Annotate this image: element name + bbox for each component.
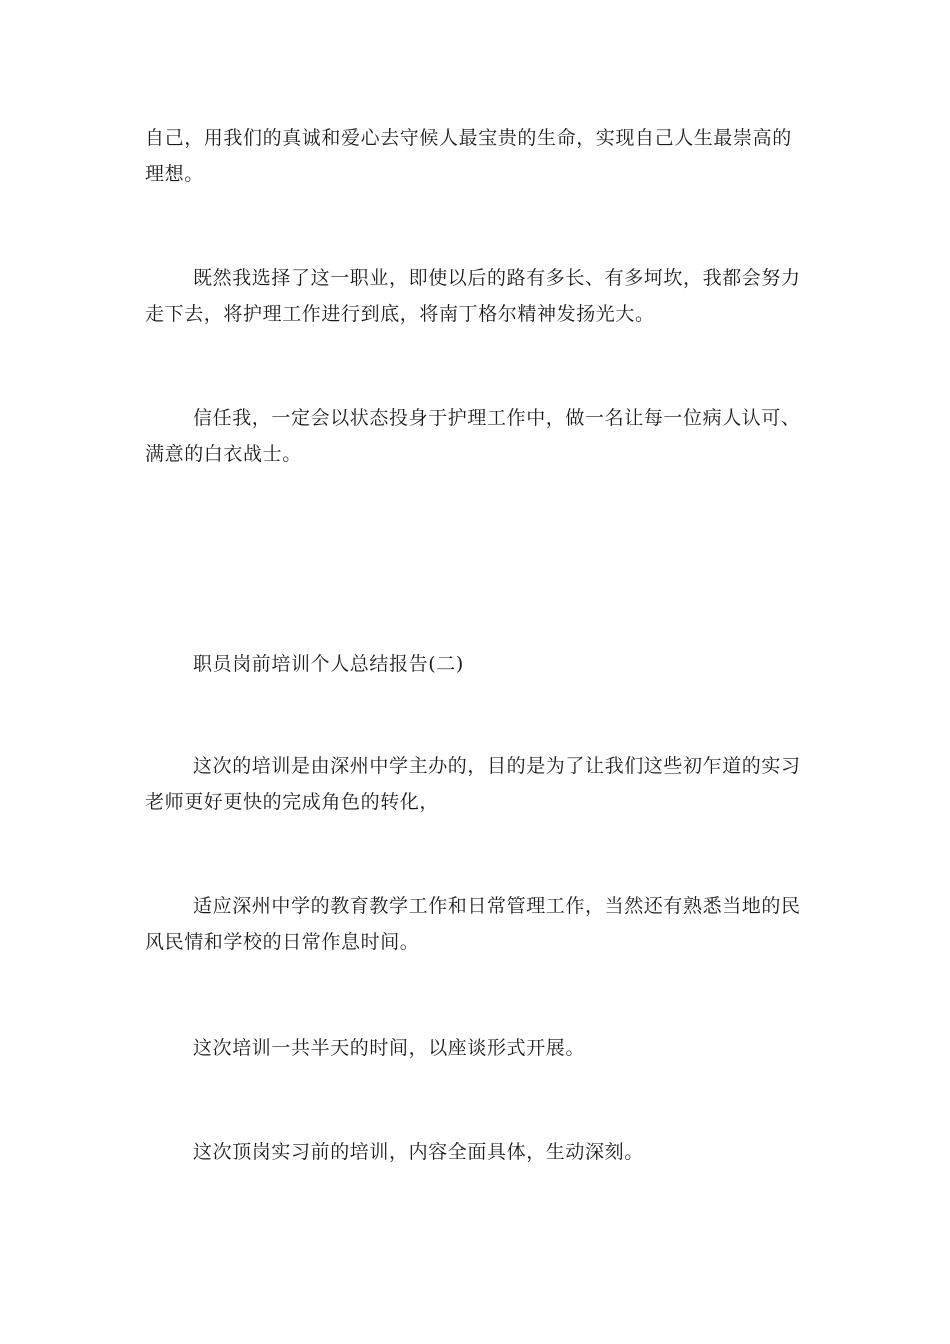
paragraph: 信任我，一定会以状态投身于护理工作中，做一名让每一位病人认可、满意的白衣战士。 [145, 407, 801, 465]
paragraph: 这次的培训是由深州中学主办的，目的是为了让我们这些初乍道的实习老师更好更快的完成角色的转化， [145, 755, 801, 813]
paragraph: 既然我选择了这一职业，即使以后的路有多长、有多坷坎，我都会努力走下去，将护理工作进行到底，将南丁格尔精神发扬光大。 [145, 267, 801, 325]
paragraph-continuation: 自己，用我们的真诚和爱心去守候人最宝贵的生命，实现自己人生最崇高的理想。 [145, 127, 792, 185]
paragraph: 这次顶岗实习前的培训，内容全面具体，生动深刻。 [193, 1141, 644, 1163]
paragraph: 适应深州中学的教育教学工作和日常管理工作，当然还有熟悉当地的民风民情和学校的日常作息时间。 [145, 895, 801, 953]
paragraph: 这次培训一共半天的时间，以座谈形式开展。 [193, 1037, 586, 1059]
section-heading: 职员岗前培训个人总结报告(二) [193, 653, 464, 675]
